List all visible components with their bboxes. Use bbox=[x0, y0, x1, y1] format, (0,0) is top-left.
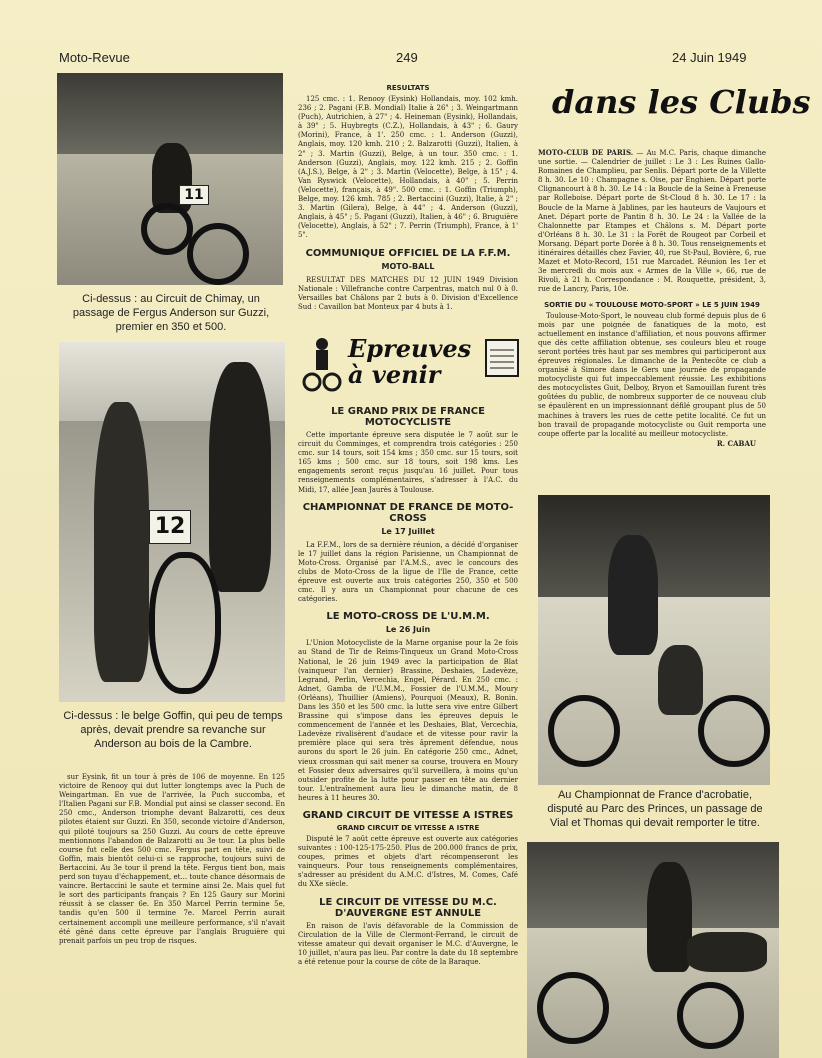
caption-goffin: Ci-dessus : le belge Goffin, qui peu de temps après, devait prendre sa revanche sur Anderson au bois de la Cambre. bbox=[63, 710, 283, 750]
umm-heading: LE MOTO-CROSS DE L'U.M.M. bbox=[326, 611, 490, 623]
photo-chimay bbox=[57, 73, 283, 285]
motocross-champ-text: La F.F.M., lors de sa dernière réunion, a décidé d'organiser le 17 juillet dans la région Parisienne, un Championnat de Moto-Cross. Organisé par l'A.M.S., avec le concours des clubs de Moto-Cross de la ligue de l'Ile de France, cette épreuve est ouverte aux trois catégories 250, 350 et 500 cmc. Il y aura un Championnat pour chacune de ces catégories. bbox=[298, 540, 518, 604]
photo-side-car bbox=[527, 842, 779, 1058]
ffm-badge-icon bbox=[484, 338, 520, 378]
results-heading: RESULTATS bbox=[386, 84, 430, 92]
toulouse-heading: SORTIE DU « TOULOUSE MOTO-SPORT » LE 5 JUIN 1949 bbox=[544, 300, 760, 309]
umm-text: L'Union Motocycliste de la Marne organise pour la 2e fois au Stand de Tir de Reims-Tinqueux un Grand Moto-Cross National, le 26 juin 1949 avec la participation de Blat (vainqueur l'an dernier) Brassine, Deshaies, Ladevèze, Legrand, Perlin, Vercechia, Engel, Pérard. En 250 cmc. : Adnet, Gamba de l'U.M.M., Fossier de l'U.M.M., Moury (Orléans), Thuillier (Amiens), Pourquoi (Meaux), R. Bonin. Dans les 350 et les 500 cmc. la lutte sera vive entre Gilbert Brassine qui s'impose dans les épreuves depuis le commencement de l'année et les Deshaies, Blat, Vercechia, Ladevèze rivalisèrent d'audace et de vitesse pour ravir la première place qui sera très âprement défendue, nous aurons du sport le 26 juin. En catégorie 250 cmc., Adnet, vieux crossman qui sait mener sa course, trouvera en Moury et Fossier deux adversaires qu'il surveillera, à moins qu'un outsider profite de la lutte pour passer en tête au dernier tour. L'entraînement aura lieu le dimanche matin, de 8 heures à 11 heures 30. bbox=[298, 639, 518, 802]
motocross-champ-heading: CHAMPIONNAT DE FRANCE DE MOTO-CROSS bbox=[302, 501, 514, 524]
motocross-champ-date: Le 17 Juillet bbox=[381, 526, 435, 536]
race-report-text: sur Eysink, fit un tour à près de 106 de moyenne. En 125 victoire de Renooy qui dut lutter longtemps avec la Puch de Weingartman. En vue de l'arrivée, la Puch succomba, et l'Italien Pagani sur F.B. Mondial put ainsi se classer second. En 250 cmc., Anderson triomphe devant Balzarotti, ces deux pilotes étaient sur Guzzi. En 350, seconde victoire d'Anderson, qui piloté toujours sa 250 Guzzi. Au cours de cette épreuve mentionnons l'abandon de Balzarotti au 3e tour. La plus belle course fut celle des 500 cmc. Fergus part en tête, suivi de Goffin, mais bientôt celui-ci se rapproche, toujours suivi de Bertaccini. Au 3e tour il prend la tête. Fergus tient bon, mais perd son tuyau d'échappement, et... toute chance désormais de vaincre. Bertaccini le saute et termine ainsi 2e. Mais quel fut le sort des participants français ? En 125 Gaury sur Morini réussit à se classer 6e. En 350 Marcel Perrin termine 5e, tandis qu'en 500 il termine 7e. Marcel Perrin aurait certainement accompli une meilleure performance, s'il n'avait été gêné dans cette épreuve par l'anglais Bruguière qui prenait parfois un peu trop de risques. bbox=[59, 773, 285, 945]
caption-chimay: Ci-dessus : au Circuit de Chimay, un passage de Fergus Anderson sur Guzzi, premier en 350 et 500. bbox=[72, 293, 270, 333]
page-number: 249 bbox=[396, 50, 418, 65]
auvergne-heading: LE CIRCUIT DE VITESSE DU M.C. D'AUVERGNE EST ANNULE bbox=[319, 896, 497, 919]
issue-date: 24 Juin 1949 bbox=[672, 50, 747, 65]
motorcyclist-emblem-icon bbox=[302, 334, 342, 394]
clubs-column bbox=[538, 148, 766, 448]
istres-subheading: GRAND CIRCUIT DE VITESSE A ISTRE bbox=[336, 824, 480, 832]
ffm-heading: COMMUNIQUE OFFICIEL DE LA F.F.M. bbox=[305, 247, 511, 259]
article-signature: R. CABAU bbox=[716, 438, 756, 448]
istres-text: Disputé le 7 août cette épreuve est ouverte aux catégories suivantes : 100-125-175-250. Plus de 200.000 francs de prix, coupes, primes et objets d'art récompenseront les vainqueurs. Pour tous renseignements complémentaires, s'adresser au président du A.M.C. d'Istres, M. Comes, Café du XXe siècle. bbox=[298, 835, 518, 889]
results-text: 125 cmc. : 1. Renooy (Eysink) Hollandais, moy. 102 kmh. 236 ; 2. Pagani (F.B. Mondial) Italie à 26" ; 3. Weingartmann (Puch), Autrichien, à 27" ; 4. Heineman (Eysink), Hollandais, à 39" ; 5. Huybregts (C.Z.), Hollandais, à 43" ; 6. Gaury (Morini), France, à 1'. 250 cmc. : 1. Anderson (Guzzi), Anglais, moy. 120 kmh. 210 ; 2. Balzarotti (Guzzi), Italien, à 2" ; 3. Martin (Guzzi), Belge, à un tour. 350 cmc. : 1. Anderson (Guzzi), Anglais, moy. 122 kmh. 215 ; 2. Goffin (A.J.S.), Belge, à 2" ; 3. Martin (Velocette), Belge, à 15" ; 4. Van Ryswick (Velocette), Hollandais, à 40" ; 5. Perrin (Velocette), français, à 49". 500 cmc. : 1. Goffin (Triumph), Belge, moy. 126 kmh. 785 ; 2. Bertaccini (Guzzi), Italie, à 2" ; 3. Martin (Gilera), Belge, à 44" ; 4. Anderson (Guzzi), Anglais, à 45" ; 5. Pagani (Guzzi), Italien, à 46" ; 6. Bruguière (Velocette), Anglais, à 52" ; 7. Perrin (Triumph), France, à 1' 5". bbox=[298, 95, 518, 240]
magazine-title: Moto-Revue bbox=[59, 50, 130, 65]
umm-date: Le 26 Juin bbox=[385, 625, 431, 635]
race-number-plate: 12 bbox=[149, 510, 191, 544]
epreuves-title: Epreuves à venir bbox=[348, 334, 472, 389]
photo-acrobatie bbox=[538, 495, 770, 785]
gp-france-heading: LE GRAND PRIX DE FRANCE MOTOCYCLISTE bbox=[331, 406, 485, 428]
auvergne-text: En raison de l'avis défavorable de la Commission de Circulation de la Ville de Clermont-Ferrand, le circuit de vitesse amateur qui devait organiser le M.C. d'Auvergne, le 10 juillet, n'aura pas lieu. Par contre la date du 18 septembre a été retenue pour la course de côte de la Baraque. bbox=[298, 921, 518, 966]
race-number-plate: 11 bbox=[179, 185, 209, 205]
caption-acrobatie: Au Championnat de France d'acrobatie, disputé au Parc des Princes, un passage de Vial et Thomas qui devait remporter le titre. bbox=[547, 789, 763, 829]
toulouse-text: Toulouse-Moto-Sport, le nouveau club formé depuis plus de 6 mois par une poignée de fanatiques de la moto, est actuellement en instance d'affiliation, et nous pouvons affirmer que dès cette affiliation obtenue, ses couleurs bleu et rouge seront portées très haut par ses membres qui participeront aux épreuves régionales. Le dimanche de la Pentecôte ce club a organisé à Simore dans le Gers une journée de propagande motocycliste qui fut impeccablement réussie. Les exhibitions des motocyclistes Guit, Delboy, Bryon et Samouillan furent très goûtées du public, de nombreux supporter de ce nouveau club se épaulèrent en un impressionnant défilé groupant plus de 50 machines à travers les rues de cette petite localité. Ce fut un bon travail de propagande motocycliste ou Guit remporta une coupe offerte par la localité au meilleur motocycliste. bbox=[538, 311, 766, 438]
gp-france-text: Cette importante épreuve sera disputée le 7 août sur le circuit du Comminges, et comprendra trois catégories : 250 cmc. sur 14 tours, soit 154 kms ; 350 cmc. sur 15 tours, soit 165 kms ; 500 cmc. sur 18 tours, soit 198 kms. Les engagements seront reçus jusqu'au 16 juillet. Pour tous renseignements complémentaires, s'adresser à l'A.C. du Midi, 17, allée Jean Jaurès à Toulouse. bbox=[298, 431, 518, 494]
clubs-heading: dans les Clubs bbox=[552, 83, 811, 121]
motoball-heading: MOTO-BALL bbox=[381, 261, 435, 271]
middle-column bbox=[298, 84, 518, 312]
photo-goffin bbox=[59, 342, 285, 702]
istres-heading: GRAND CIRCUIT DE VITESSE A ISTRES bbox=[302, 810, 514, 821]
epreuves-banner bbox=[300, 332, 522, 398]
mcparis-lead: MOTO-CLUB DE PARIS. bbox=[538, 148, 634, 157]
motoball-text: RESULTAT DES MATCHES DU 12 JUIN 1949 Division Nationale : Villefranche contre Carpentras, match nul 0 à 0. Versailles bat Châlons par 2 buts à 0. Division d'Excellence Sud : Cavaillon bat Monteux par 4 buts à 1. bbox=[298, 275, 518, 311]
middle-column-lower bbox=[298, 406, 518, 967]
mcparis-text: — Au M.C. Paris, chaque dimanche une sortie. — Calendrier de juillet : Le 3 : Les Ruines Gallo-Romaines de Champlieu, par Senlis. Départ porte de la Villette 8 h. 30. Le 10 : Champagne s. Oise, par Enghien. Départ porte Clignancourt à 8 h. 30. Le 14 : la Boucle de la Seine à Freneuse par Rolleboise. Départ porte de St-Cloud 8 h. 30. Le 17 : la Boucle de la Marne à Jablines, par les hauteurs de Vaujours et Anet. Départ porte de Pantin 8 h. 30. Le 24 : la Vallée de la Chalonnette par Etampes et Châlons s. M. Départ porte d'Orléans 8 h. 30. Le 31 : la Forêt de Rougeot par Corbeil et Morsang. Départ porte Dorée à 8 h. 30. Tous renseignements et itinéraires détaillés chez Favier, 40, rue St-Paul, Bovière, 6, rue Mazet et Moto-Record, 151 rue Marcadet. Réunion les 1er et 3e mercredi du mois aux « Armes de la Ville », 66, rue de Rivoli, à 21 h. Correspondance : M. Rouquette, président, 3, rue de Lancry, Paris, 10e. bbox=[538, 149, 766, 294]
